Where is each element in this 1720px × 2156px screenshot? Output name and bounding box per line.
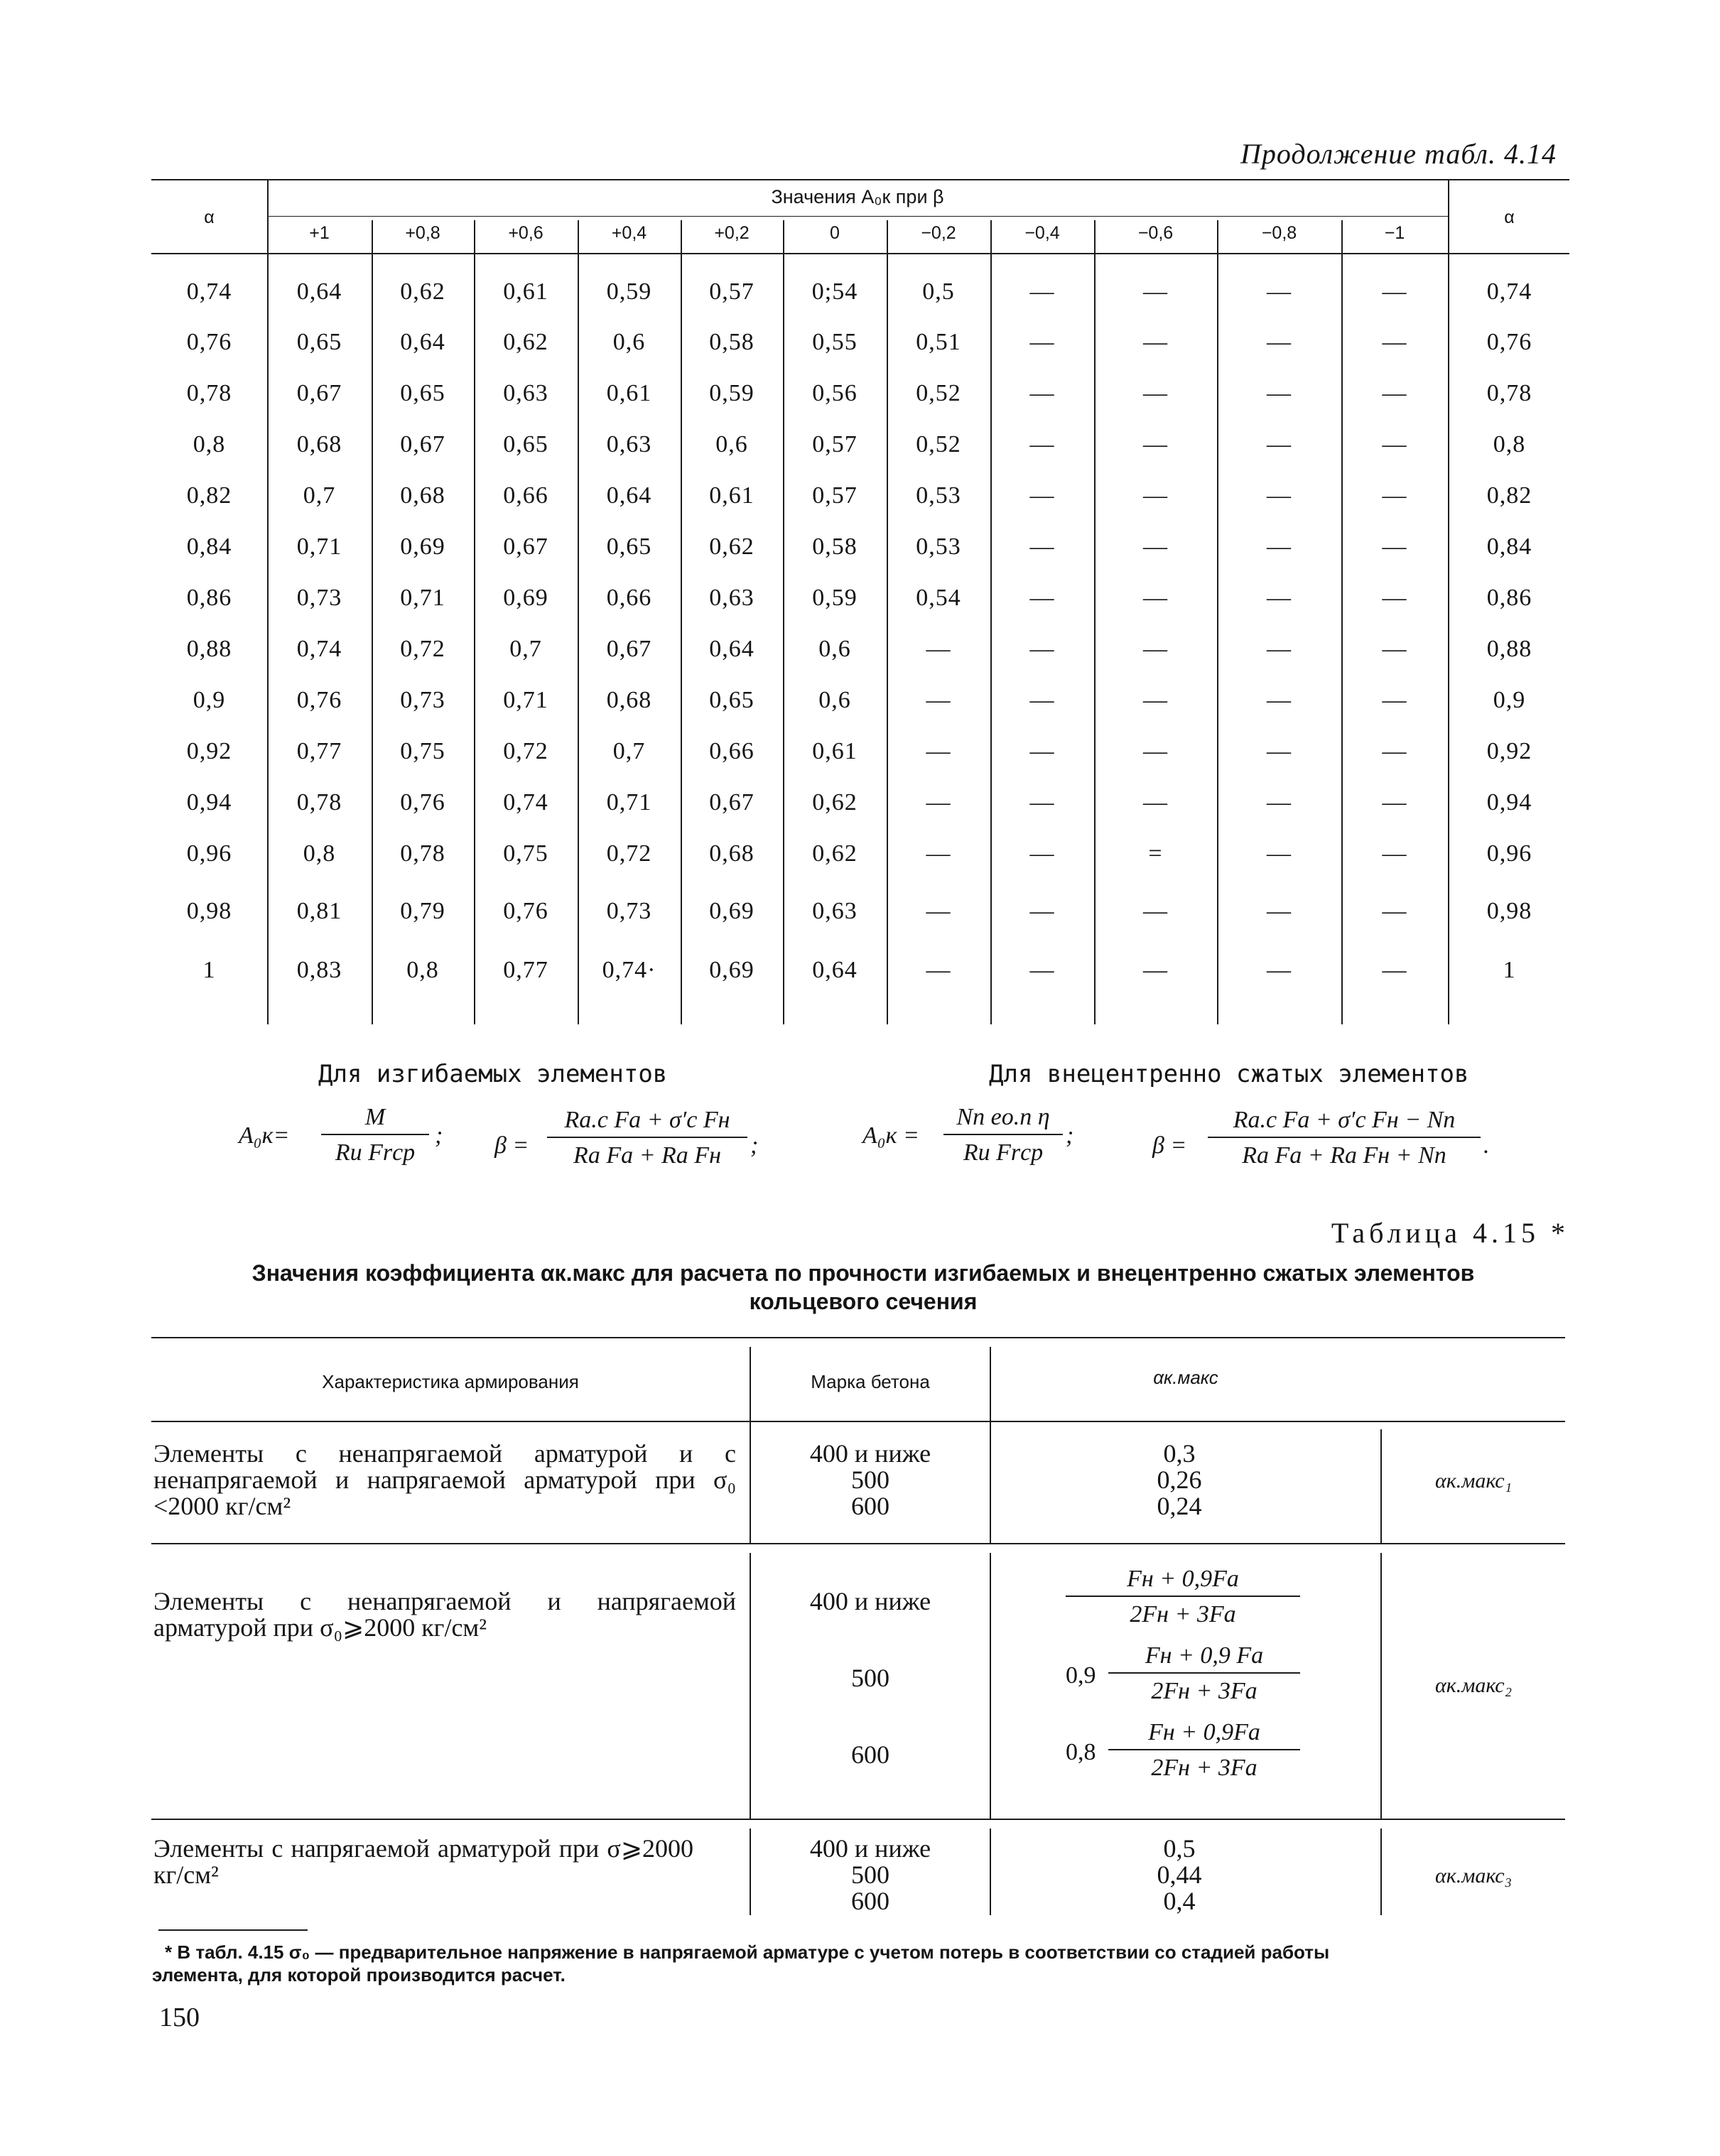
beta-header-cell: −0,2 bbox=[921, 223, 956, 243]
value-cell: 0,57 bbox=[709, 278, 754, 305]
value-cell: 0,65 bbox=[606, 533, 652, 560]
value-cell: 0,7 bbox=[509, 636, 542, 662]
alpha-cell-right: 0,76 bbox=[1486, 329, 1532, 355]
value-cell: 0,6 bbox=[818, 636, 851, 662]
value-cell: 0,62 bbox=[812, 840, 858, 867]
bending-beta-lhs: β = bbox=[494, 1132, 529, 1159]
t415-row1-grade-1: 400 и ниже bbox=[809, 1439, 931, 1468]
t415-row2-char: Элементы с ненапрягаемой и напрягаемой арматурой при σ₀⩾2000 кг/см² bbox=[153, 1587, 736, 1642]
beta-header-cell: +0,8 bbox=[405, 223, 440, 243]
value-cell: 0,58 bbox=[709, 329, 754, 355]
value-cell: 0,62 bbox=[503, 329, 548, 355]
value-cell: 0,64 bbox=[296, 278, 342, 305]
value-cell: 0,77 bbox=[503, 957, 548, 983]
value-cell: — bbox=[926, 636, 951, 662]
value-cell: 0,73 bbox=[606, 898, 652, 924]
value-cell: — bbox=[1143, 957, 1168, 983]
value-cell: — bbox=[1382, 431, 1407, 457]
beta-header-cell: −0,4 bbox=[1024, 223, 1060, 243]
value-cell: — bbox=[1267, 687, 1292, 713]
value-cell: 0,7 bbox=[612, 738, 646, 764]
value-cell: 0,54 bbox=[916, 585, 961, 611]
bending-beta-denominator: Rа Fа + Rа Fн bbox=[573, 1142, 721, 1169]
value-cell: 0;54 bbox=[811, 278, 858, 305]
value-cell: — bbox=[1267, 482, 1292, 509]
value-cell: — bbox=[1143, 687, 1168, 713]
alpha-cell-left: 0,9 bbox=[193, 687, 226, 713]
value-cell: 0,74 bbox=[296, 636, 342, 662]
alpha-cell-left: 0,88 bbox=[186, 636, 232, 662]
t415-divider-alpha-3 bbox=[990, 1829, 991, 1915]
t415-row2-formula-3-num: Fн + 0,9Fа bbox=[1108, 1719, 1300, 1750]
alpha-header-left: α bbox=[204, 207, 215, 227]
value-cell: 0,83 bbox=[296, 957, 342, 983]
t415-col-char-header: Характеристика армирования bbox=[322, 1371, 579, 1392]
value-cell: — bbox=[1029, 738, 1055, 764]
t415-row2-formula-3-coef: 0,8 bbox=[1066, 1739, 1096, 1765]
beta-group-header: Значения A₀к при β bbox=[771, 186, 944, 207]
value-cell: 0,6 bbox=[612, 329, 646, 355]
value-cell: — bbox=[1029, 789, 1055, 816]
value-cell: 0,68 bbox=[606, 687, 652, 713]
t415-row3-grade-2: 500 bbox=[851, 1860, 889, 1889]
alpha-cell-left: 0,76 bbox=[186, 329, 232, 355]
alpha-cell-right: 0,9 bbox=[1493, 687, 1526, 713]
value-cell: 0,71 bbox=[296, 533, 342, 560]
alpha-cell-left: 0,98 bbox=[186, 898, 232, 924]
value-cell: 0,76 bbox=[296, 687, 342, 713]
alpha-cell-right: 1 bbox=[1503, 957, 1516, 983]
value-cell: 0,74· bbox=[602, 957, 656, 983]
value-cell: — bbox=[1143, 278, 1168, 305]
beta-header-cell: +0,6 bbox=[508, 223, 543, 243]
value-cell: 0,51 bbox=[916, 329, 961, 355]
bending-a-tail: ; bbox=[435, 1122, 443, 1149]
beta-header-cell: +1 bbox=[309, 223, 330, 243]
eccentric-beta-tail: . bbox=[1483, 1132, 1490, 1159]
table-4-15-heading-line2: кольцевого сечения bbox=[749, 1289, 978, 1314]
table-4-15-label: Таблица 4.15 * bbox=[1331, 1217, 1569, 1249]
value-cell: 0,74 bbox=[503, 789, 548, 816]
value-cell: 0,61 bbox=[812, 738, 858, 764]
footnote-rule bbox=[158, 1929, 308, 1931]
beta-header-cell: +0,2 bbox=[714, 223, 750, 243]
alpha-cell-right: 0,86 bbox=[1486, 585, 1532, 611]
t415-row1-symbol: αк.макс₁ bbox=[1434, 1469, 1513, 1493]
value-cell: — bbox=[1143, 329, 1168, 355]
value-cell: — bbox=[1382, 329, 1407, 355]
value-cell: 0,65 bbox=[400, 380, 445, 406]
value-cell: 0,78 bbox=[400, 840, 445, 867]
value-cell: — bbox=[1029, 636, 1055, 662]
value-cell: 0,7 bbox=[303, 482, 336, 509]
value-cell: 0,69 bbox=[503, 585, 548, 611]
bending-a-lhs: A₀к= bbox=[239, 1122, 290, 1149]
value-cell: 0,69 bbox=[400, 533, 445, 560]
value-cell: — bbox=[1267, 738, 1292, 764]
value-cell: 0,61 bbox=[709, 482, 754, 509]
t415-col-alpha-header: αк.макс bbox=[1153, 1367, 1218, 1388]
alpha-cell-left: 0,8 bbox=[193, 431, 226, 457]
beta-header-cell: −0,6 bbox=[1137, 223, 1174, 243]
table-4-14 bbox=[151, 179, 1569, 1024]
beta-header-cell: −0,8 bbox=[1261, 223, 1297, 243]
alpha-cell-left: 0,96 bbox=[186, 840, 232, 867]
t415-row2-formula-2-num: Fн + 0,9 Fа bbox=[1108, 1642, 1300, 1674]
value-cell: 0,55 bbox=[812, 329, 858, 355]
value-cell: — bbox=[1382, 380, 1407, 406]
value-cell: — bbox=[926, 687, 951, 713]
alpha-cell-right: 0,78 bbox=[1486, 380, 1532, 406]
value-cell: 0,69 bbox=[709, 957, 754, 983]
value-cell: 0,62 bbox=[709, 533, 754, 560]
value-cell: — bbox=[1143, 482, 1168, 509]
alpha-cell-left: 0,82 bbox=[186, 482, 232, 509]
value-cell: 0,67 bbox=[400, 431, 445, 457]
value-cell: — bbox=[1143, 636, 1168, 662]
alpha-cell-right: 0,8 bbox=[1493, 431, 1526, 457]
value-cell: 0,53 bbox=[916, 533, 961, 560]
alpha-cell-left: 0,78 bbox=[186, 380, 232, 406]
alpha-cell-left: 0,92 bbox=[186, 738, 232, 764]
value-cell: — bbox=[1029, 329, 1055, 355]
value-cell: 0,61 bbox=[503, 278, 548, 305]
t415-row2-formula-2-den: 2Fн + 3Fа bbox=[1151, 1678, 1257, 1704]
value-cell: — bbox=[1267, 636, 1292, 662]
value-cell: — bbox=[1029, 687, 1055, 713]
value-cell: 0,64 bbox=[606, 482, 652, 509]
value-cell: — bbox=[1382, 585, 1407, 611]
value-cell: — bbox=[1143, 789, 1168, 816]
value-cell: 0,8 bbox=[406, 957, 439, 983]
t415-row3-value-3: 0,4 bbox=[1163, 1887, 1196, 1915]
t415-row2-rule bbox=[151, 1819, 1565, 1820]
alpha-cell-left: 0,86 bbox=[186, 585, 232, 611]
table-top-rule bbox=[151, 179, 1569, 180]
value-cell: 0,67 bbox=[296, 380, 342, 406]
t415-row2-formula-1 bbox=[1066, 1566, 1300, 1628]
value-cell: — bbox=[1029, 840, 1055, 867]
value-cell: 0,81 bbox=[296, 898, 342, 924]
alpha-cell-right: 0,92 bbox=[1486, 738, 1532, 764]
eccentric-a-tail: ; bbox=[1066, 1122, 1074, 1149]
value-cell: — bbox=[1267, 431, 1292, 457]
value-cell: 0,57 bbox=[812, 431, 858, 457]
footnote-line2: элемента, для которой производится расчет. bbox=[152, 1964, 566, 1986]
value-cell: — bbox=[1382, 957, 1407, 983]
value-cell: — bbox=[926, 840, 951, 867]
t415-row2-grade-1: 400 и ниже bbox=[809, 1587, 931, 1615]
running-header: Продолжение табл. 4.14 bbox=[1240, 138, 1557, 170]
t415-row3-value-2: 0,44 bbox=[1157, 1860, 1202, 1889]
alpha-cell-left: 1 bbox=[202, 957, 216, 983]
value-cell: 0,71 bbox=[400, 585, 445, 611]
table-4-15-heading-line1: Значения коэффициента αк.макс для расчета по прочности изгибаемых и внецентренно сжатых элементов bbox=[251, 1260, 1475, 1286]
value-cell: — bbox=[1382, 482, 1407, 509]
value-cell: — bbox=[1029, 533, 1055, 560]
value-cell: — bbox=[926, 957, 951, 983]
value-cell: 0,65 bbox=[503, 431, 548, 457]
value-cell: — bbox=[1267, 585, 1292, 611]
value-cell: — bbox=[1267, 789, 1292, 816]
value-cell: — bbox=[1382, 898, 1407, 924]
value-cell: 0,65 bbox=[709, 687, 754, 713]
value-cell: — bbox=[1029, 482, 1055, 509]
value-cell: 0,76 bbox=[503, 898, 548, 924]
t415-row1-value-2: 0,26 bbox=[1157, 1466, 1202, 1494]
t415-header-rule bbox=[151, 1421, 1565, 1422]
value-cell: 0,71 bbox=[606, 789, 652, 816]
t415-row2-formula-2 bbox=[1108, 1642, 1300, 1705]
value-cell: 0,58 bbox=[812, 533, 858, 560]
bending-a-numerator: M bbox=[321, 1104, 429, 1135]
value-cell: — bbox=[1382, 533, 1407, 560]
value-cell: 0,52 bbox=[916, 380, 961, 406]
t415-row1-value-3: 0,24 bbox=[1157, 1492, 1202, 1520]
value-cell: — bbox=[1143, 431, 1168, 457]
value-cell: 0,63 bbox=[812, 898, 858, 924]
eccentric-a-numerator: Nп eо.п η bbox=[943, 1104, 1063, 1135]
value-cell: 0,52 bbox=[916, 431, 961, 457]
eccentric-a-lhs: A₀к = bbox=[862, 1122, 919, 1149]
eccentric-beta-numerator: Rа.с Fа + σ′с Fн − Nп bbox=[1208, 1107, 1481, 1138]
value-cell: 0,64 bbox=[709, 636, 754, 662]
t415-row1-char: Элементы с ненапрягаемой арматурой и с ненапрягаемой и напрягаемой арматурой при σ₀ <2000 кг/см² bbox=[153, 1439, 736, 1520]
t415-row1-value-1: 0,3 bbox=[1163, 1439, 1196, 1468]
value-cell: — bbox=[1382, 636, 1407, 662]
alpha-cell-left: 0,94 bbox=[186, 789, 232, 816]
value-cell: 0,59 bbox=[812, 585, 858, 611]
value-cell: 0,71 bbox=[503, 687, 548, 713]
value-cell: 0,63 bbox=[709, 585, 754, 611]
t415-row2-grade-3: 600 bbox=[851, 1740, 889, 1769]
t415-row1-values bbox=[1115, 1441, 1243, 1520]
value-cell: 0,59 bbox=[606, 278, 652, 305]
value-cell: — bbox=[1143, 738, 1168, 764]
value-cell: 0,76 bbox=[400, 789, 445, 816]
value-cell: 0,66 bbox=[606, 585, 652, 611]
value-cell: 0,72 bbox=[400, 636, 445, 662]
value-cell: — bbox=[1143, 380, 1168, 406]
value-cell: 0,78 bbox=[296, 789, 342, 816]
bending-beta-tail: ; bbox=[750, 1132, 759, 1159]
value-cell: 0,64 bbox=[812, 957, 858, 983]
value-cell: — bbox=[926, 738, 951, 764]
value-cell: 0,5 bbox=[922, 278, 955, 305]
value-cell: 0,57 bbox=[812, 482, 858, 509]
page-number: 150 bbox=[159, 2003, 200, 2032]
value-cell: — bbox=[1029, 380, 1055, 406]
t415-row3-values bbox=[1115, 1836, 1243, 1914]
value-cell: — bbox=[1029, 898, 1055, 924]
eccentric-beta-denominator: Rа Fа + Rа Fн + Nп bbox=[1242, 1142, 1446, 1169]
bending-a-denominator: Rи Frср bbox=[335, 1139, 416, 1166]
alpha-cell-right: 0,94 bbox=[1486, 789, 1532, 816]
value-cell: 0,62 bbox=[400, 278, 445, 305]
value-cell: 0,63 bbox=[606, 431, 652, 457]
t415-row1-grades bbox=[751, 1441, 990, 1520]
bending-caption: Для изгибаемых элементов bbox=[318, 1060, 668, 1088]
value-cell: — bbox=[1267, 533, 1292, 560]
value-cell: 0,75 bbox=[400, 738, 445, 764]
beta-header-cell: +0,4 bbox=[611, 223, 647, 243]
value-cell: — bbox=[1267, 840, 1292, 867]
t415-row2-symbol: αк.макс₂ bbox=[1434, 1674, 1513, 1697]
value-cell: — bbox=[1143, 585, 1168, 611]
value-cell: — bbox=[1382, 687, 1407, 713]
t415-row3-grades bbox=[751, 1836, 990, 1914]
value-cell: 0,65 bbox=[296, 329, 342, 355]
t415-row2-formula-2-coef: 0,9 bbox=[1066, 1662, 1096, 1689]
value-cell: 0,79 bbox=[400, 898, 445, 924]
value-cell: 0,68 bbox=[709, 840, 754, 867]
value-cell: 0,73 bbox=[400, 687, 445, 713]
t415-divider-alpha-2 bbox=[990, 1553, 991, 1820]
value-cell: = bbox=[1148, 840, 1163, 867]
value-cell: — bbox=[1029, 278, 1055, 305]
eccentric-beta-lhs: β = bbox=[1152, 1132, 1187, 1159]
value-cell: 0,73 bbox=[296, 585, 342, 611]
value-cell: 0,61 bbox=[606, 380, 652, 406]
value-cell: 0,63 bbox=[503, 380, 548, 406]
t415-row1-rule bbox=[151, 1543, 1565, 1544]
value-cell: 0,69 bbox=[709, 898, 754, 924]
eccentric-caption: Для внецентренно сжатых элементов bbox=[989, 1060, 1469, 1088]
value-cell: 0,68 bbox=[296, 431, 342, 457]
value-cell: — bbox=[1267, 898, 1292, 924]
value-cell: 0,67 bbox=[503, 533, 548, 560]
value-cell: 0,8 bbox=[303, 840, 336, 867]
value-cell: — bbox=[1267, 957, 1292, 983]
t415-top-rule bbox=[151, 1337, 1565, 1338]
t415-row3-grade-1: 400 и ниже bbox=[809, 1834, 931, 1863]
value-cell: — bbox=[1029, 431, 1055, 457]
value-cell: 0,67 bbox=[606, 636, 652, 662]
eccentric-a-denominator: Rи Frср bbox=[963, 1139, 1044, 1166]
value-cell: — bbox=[1267, 329, 1292, 355]
bending-beta-fraction bbox=[547, 1107, 747, 1169]
alpha-cell-right: 0,82 bbox=[1486, 482, 1532, 509]
t415-row1-grade-3: 600 bbox=[851, 1492, 889, 1520]
alpha-cell-right: 0,88 bbox=[1486, 636, 1532, 662]
t415-row1-grade-2: 500 bbox=[851, 1466, 889, 1494]
t415-row3-char: Элементы с напрягаемой арматурой при σ⩾2000 кг/см² bbox=[153, 1834, 693, 1889]
value-cell: 0,56 bbox=[812, 380, 858, 406]
value-cell: — bbox=[926, 789, 951, 816]
value-cell: 0,64 bbox=[400, 329, 445, 355]
value-cell: — bbox=[1143, 898, 1168, 924]
value-cell: — bbox=[926, 898, 951, 924]
t415-row2-formula-1-num: Fн + 0,9Fа bbox=[1066, 1566, 1300, 1597]
eccentric-a-fraction bbox=[943, 1104, 1063, 1166]
value-cell: 0,72 bbox=[606, 840, 652, 867]
value-cell: — bbox=[1382, 738, 1407, 764]
value-cell: 0,53 bbox=[916, 482, 961, 509]
t415-row3-symbol: αк.макс₃ bbox=[1434, 1864, 1513, 1887]
value-cell: 0,59 bbox=[709, 380, 754, 406]
value-cell: 0,62 bbox=[812, 789, 858, 816]
t415-row2-formula-3 bbox=[1108, 1719, 1300, 1782]
alpha-cell-left: 0,74 bbox=[186, 278, 232, 305]
value-cell: — bbox=[1267, 380, 1292, 406]
value-cell: — bbox=[1143, 533, 1168, 560]
value-cell: — bbox=[1382, 840, 1407, 867]
alpha-cell-right: 0,98 bbox=[1486, 898, 1532, 924]
value-cell: 0,72 bbox=[503, 738, 548, 764]
value-cell: 0,75 bbox=[503, 840, 548, 867]
value-cell: 0,6 bbox=[818, 687, 851, 713]
bending-beta-numerator: Rа.с Fа + σ′с Fн bbox=[547, 1107, 747, 1138]
beta-header-cell: 0 bbox=[830, 223, 840, 243]
t415-row2-formula-3-den: 2Fн + 3Fа bbox=[1151, 1755, 1257, 1781]
alpha-cell-left: 0,84 bbox=[186, 533, 232, 560]
value-cell: 0,77 bbox=[296, 738, 342, 764]
value-cell: 0,6 bbox=[715, 431, 748, 457]
t415-row2-formula-1-den: 2Fн + 3Fа bbox=[1130, 1601, 1236, 1627]
table-group-rule bbox=[267, 216, 1448, 217]
bending-a-fraction bbox=[321, 1104, 429, 1166]
table-header-rule bbox=[151, 253, 1569, 254]
value-cell: 0,66 bbox=[503, 482, 548, 509]
alpha-cell-right: 0,96 bbox=[1486, 840, 1532, 867]
t415-col-grade-header: Марка бетона bbox=[811, 1371, 930, 1392]
footnote-line1: * В табл. 4.15 σ₀ — предварительное напряжение в напрягаемой арматуре с учетом потерь в соответствии со стадией работы bbox=[165, 1941, 1330, 1963]
value-cell: — bbox=[1382, 789, 1407, 816]
value-cell: — bbox=[1382, 278, 1407, 305]
t415-row3-grade-3: 600 bbox=[851, 1887, 889, 1915]
t415-row2-grade-2: 500 bbox=[851, 1664, 889, 1692]
t415-row3-value-1: 0,5 bbox=[1163, 1834, 1196, 1863]
alpha-cell-right: 0,84 bbox=[1486, 533, 1532, 560]
value-cell: 0,66 bbox=[709, 738, 754, 764]
beta-header-cell: −1 bbox=[1384, 223, 1405, 243]
value-cell: 0,67 bbox=[709, 789, 754, 816]
value-cell: 0,68 bbox=[400, 482, 445, 509]
alpha-header-right: α bbox=[1504, 207, 1515, 227]
alpha-cell-right: 0,74 bbox=[1486, 278, 1532, 305]
eccentric-beta-fraction bbox=[1208, 1107, 1481, 1169]
value-cell: — bbox=[1029, 957, 1055, 983]
value-cell: — bbox=[1029, 585, 1055, 611]
value-cell: — bbox=[1267, 278, 1292, 305]
